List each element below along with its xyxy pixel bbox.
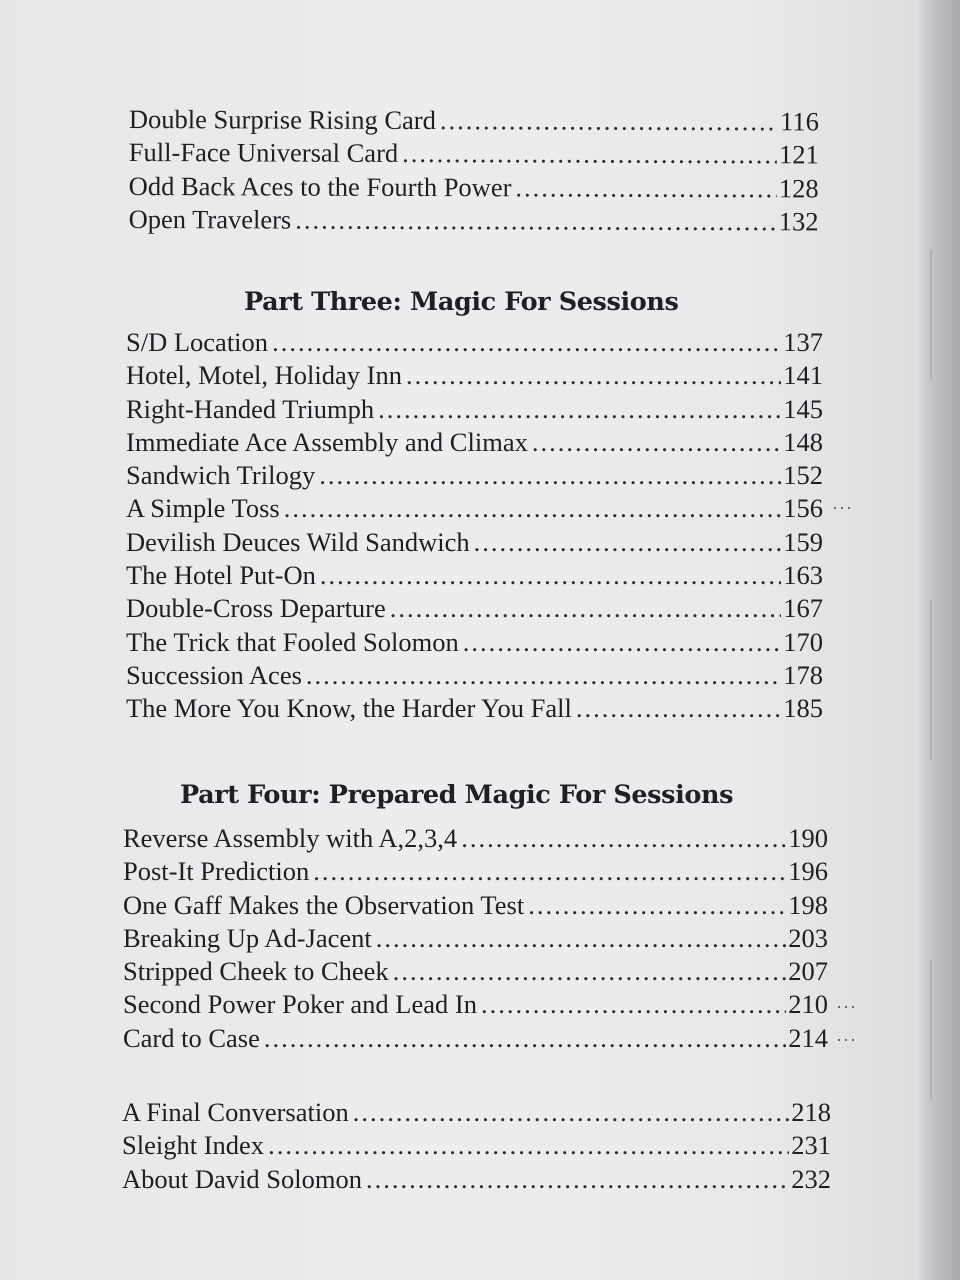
toc-entry (123, 822, 828, 855)
dot-leader (376, 922, 787, 955)
toc-entry-title: Odd Back Aces to the Fourth Power (128, 170, 512, 202)
toc-entry-page: 190 (788, 823, 828, 853)
toc-entry-page: 218 (791, 1097, 831, 1127)
dot-leader (366, 1163, 789, 1196)
toc-entry-title: S/D Location (126, 327, 269, 357)
toc-entry-title: Stripped Cheek to Cheek (123, 956, 389, 987)
dot-leader (320, 559, 781, 592)
toc-entry-page: 163 (783, 560, 823, 591)
toc-entry (126, 659, 823, 692)
toc-entry (129, 203, 819, 239)
toc-entry (126, 592, 823, 625)
toc-entry-page: 170 (783, 626, 823, 657)
toc-entry-page: 231 (791, 1130, 831, 1161)
toc-entry-title: Second Power Poker and Lead In (123, 989, 477, 1020)
toc-entry-page: 145 (783, 393, 823, 424)
toc-entry (126, 393, 823, 426)
dot-leader (474, 526, 782, 559)
toc-entry (123, 955, 828, 988)
toc-entry-page: 121 (779, 139, 819, 170)
dot-leader (393, 955, 787, 988)
toc-group-part-two-tail (129, 103, 819, 239)
dot-leader (284, 492, 782, 525)
toc-entry (123, 889, 828, 922)
dot-leader (272, 326, 781, 359)
toc-entry (126, 359, 823, 392)
toc-entry-page: 156 (783, 493, 823, 524)
dot-leader (402, 137, 777, 172)
toc-entry-title: Full-Face Universal Card (128, 137, 399, 169)
toc-entry-title: Hotel, Motel, Holiday Inn (126, 360, 402, 391)
toc-entry (123, 855, 828, 888)
toc-entry-title: The Trick that Fooled Solomon (126, 626, 459, 657)
toc-entry-page: 196 (788, 856, 828, 887)
toc-entry (122, 1163, 831, 1196)
toc-entry-title: Immediate Ace Assembly and Climax (126, 426, 528, 457)
page-edge-line (930, 600, 932, 760)
toc-entry-title: Open Travelers (128, 203, 292, 235)
toc-entry-page: 203 (788, 922, 828, 953)
toc-entry-title: The Hotel Put-On (126, 560, 316, 591)
toc-entry-page: 207 (788, 956, 828, 987)
toc-group-part-three (126, 326, 823, 726)
dot-leader (440, 104, 778, 138)
toc-entry (129, 136, 819, 172)
toc-entry-title: One Gaff Makes the Observation Test (123, 889, 525, 920)
section-heading-part-four: Part Four: Prepared Magic For Sessions (180, 780, 734, 810)
margin-tick-mark: ··· (836, 1030, 857, 1050)
toc-entry-page: 185 (783, 693, 823, 724)
toc-entry (126, 326, 823, 359)
toc-entry-title: Sleight Index (122, 1130, 265, 1161)
toc-entry (129, 170, 819, 206)
toc-entry-page: 159 (783, 526, 823, 557)
dot-leader (319, 459, 781, 492)
toc-group-back-matter (122, 1096, 831, 1196)
dot-leader (463, 626, 782, 659)
dot-leader (264, 1022, 786, 1055)
toc-entry-title: Card to Case (123, 1022, 260, 1053)
toc-entry-page: 137 (783, 327, 823, 357)
toc-entry-title: The More You Know, the Harder You Fall (126, 693, 572, 724)
dot-leader (515, 171, 777, 205)
toc-entry (129, 103, 819, 139)
toc-entry-title: Double Surprise Rising Card (128, 103, 436, 136)
dot-leader (406, 359, 781, 392)
toc-entry (122, 1129, 831, 1162)
toc-entry (126, 526, 823, 559)
toc-entry-title: Breaking Up Ad-Jacent (123, 922, 372, 953)
toc-entry-page: 214 (788, 1022, 828, 1053)
toc-entry-page: 116 (780, 106, 819, 137)
toc-entry (126, 559, 823, 592)
toc-entry (126, 692, 823, 725)
toc-entry (126, 459, 823, 492)
toc-entry-title: Post-It Prediction (123, 856, 310, 887)
toc-entry-page: 232 (791, 1163, 831, 1194)
toc-entry (126, 492, 823, 525)
dot-leader (306, 659, 781, 692)
toc-entry-page: 128 (778, 172, 819, 204)
dot-leader (390, 592, 781, 625)
page-edge-line (930, 250, 932, 380)
dot-leader (528, 889, 786, 922)
toc-entry (123, 922, 828, 955)
dot-leader (378, 393, 781, 426)
toc-entry-page: 132 (778, 206, 819, 237)
toc-entry-title: Sandwich Trilogy (126, 460, 316, 491)
section-heading-part-three: Part Three: Magic For Sessions (244, 287, 679, 317)
toc-entry-title: A Simple Toss (126, 493, 280, 524)
toc-entry-page: 178 (783, 659, 823, 690)
toc-group-part-four (123, 822, 828, 1055)
dot-leader (461, 822, 786, 855)
toc-entry-title: Succession Aces (126, 659, 302, 690)
toc-entry-title: A Final Conversation (122, 1097, 349, 1127)
toc-entry-title: Devilish Deuces Wild Sandwich (126, 526, 470, 557)
toc-entry (123, 988, 828, 1021)
toc-entry-title: Right-Handed Triumph (126, 393, 375, 424)
toc-entry (126, 626, 823, 659)
margin-tick-mark: ··· (832, 498, 853, 518)
toc-entry-page: 167 (783, 593, 823, 624)
dot-leader (353, 1096, 790, 1129)
toc-entry-title: Double-Cross Departure (126, 593, 386, 624)
dot-leader (313, 855, 786, 888)
toc-entry (123, 1022, 828, 1055)
toc-entry-title: About David Solomon (122, 1163, 362, 1194)
toc-entry-page: 148 (783, 426, 823, 457)
dot-leader (576, 692, 781, 725)
toc-entry-page: 141 (783, 360, 823, 391)
page-edge-line (930, 960, 932, 1100)
dot-leader (268, 1129, 789, 1162)
page-edge (918, 0, 960, 1280)
toc-entry (122, 1096, 831, 1129)
toc-entry-page: 152 (783, 460, 823, 491)
dot-leader (532, 426, 781, 459)
toc-entry-page: 198 (788, 889, 828, 920)
toc-entry-page: 210 (788, 989, 828, 1020)
dot-leader (295, 203, 777, 238)
margin-tick-mark: ··· (836, 997, 857, 1017)
toc-entry (126, 426, 823, 459)
toc-entry-title: Reverse Assembly with A,2,3,4 (123, 823, 458, 853)
dot-leader (481, 988, 786, 1021)
